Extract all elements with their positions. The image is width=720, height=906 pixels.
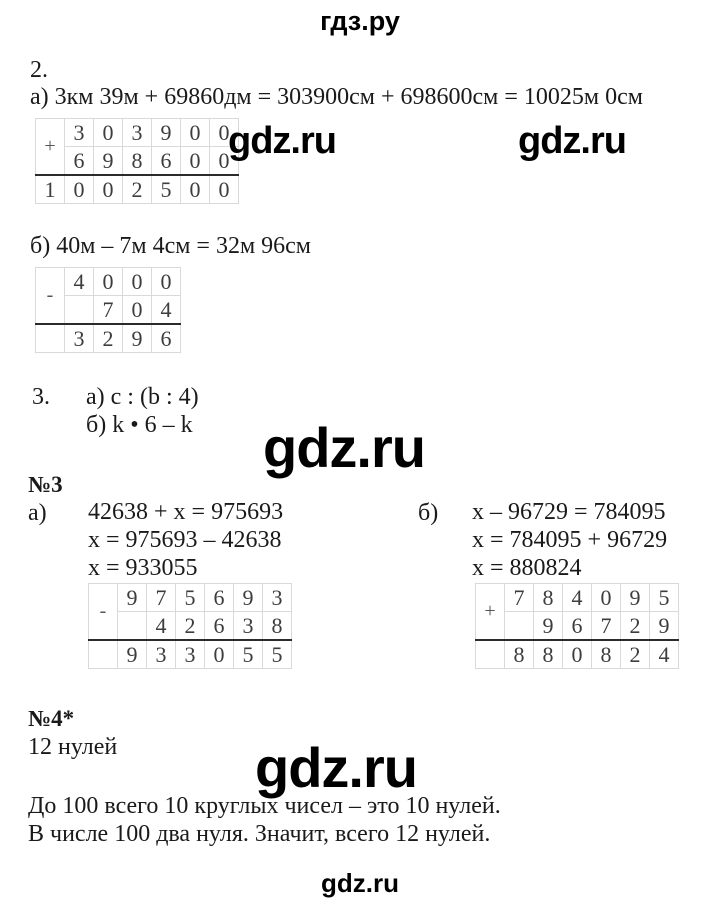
digit-cell: 1 [36, 175, 65, 204]
column-addition-table-2a [35, 118, 239, 204]
column-subtraction-table-2b [35, 267, 181, 353]
digit-cell: 0 [181, 175, 210, 204]
digit-cell: 5 [176, 584, 205, 612]
digit-cell: 3 [234, 612, 263, 641]
digit-cell [476, 640, 505, 669]
digit-cell: 0 [210, 175, 239, 204]
watermark-gdz: gdz.ru [228, 120, 336, 162]
digit-cell: 7 [147, 584, 176, 612]
digit-cell: 0 [65, 175, 94, 204]
column-arithmetic-grid [35, 267, 181, 353]
footer-brand: gdz.ru [321, 868, 399, 898]
digit-cell: 3 [65, 119, 94, 147]
digit-cell: 0 [94, 119, 123, 147]
digit-cell: 0 [210, 119, 239, 147]
digit-cell: 3 [65, 324, 94, 353]
digit-cell: 9 [650, 612, 679, 641]
digit-cell: 8 [123, 147, 152, 176]
digit-cell: 2 [621, 640, 650, 669]
digit-cell: 6 [65, 147, 94, 176]
problem3-number: 3. [32, 384, 50, 410]
digit-cell: 0 [181, 119, 210, 147]
equation-line: x = 975693 – 42638 [88, 527, 282, 553]
digit-cell: 5 [263, 640, 292, 669]
digit-cell: 3 [263, 584, 292, 612]
task4-explanation-line1: До 100 всего 10 круглых чисел – это 10 нулей. [28, 793, 501, 819]
equation-line: x = 880824 [472, 555, 582, 581]
column-arithmetic-grid [35, 118, 239, 204]
digit-cell: 2 [621, 612, 650, 641]
digit-cell: 2 [176, 612, 205, 641]
digit-cell: 6 [152, 147, 181, 176]
operation-sign: + [476, 584, 505, 641]
digit-cell: 3 [123, 119, 152, 147]
digit-cell: 8 [592, 640, 621, 669]
digit-cell: 3 [176, 640, 205, 669]
task4-answer: 12 нулей [28, 734, 118, 760]
task3-part-b-label: б) [418, 500, 439, 526]
digit-cell: 6 [205, 612, 234, 641]
digit-cell: 0 [563, 640, 592, 669]
digit-cell: 0 [592, 584, 621, 612]
column-arithmetic-grid [88, 583, 292, 669]
digit-cell: 5 [650, 584, 679, 612]
digit-cell: 8 [263, 612, 292, 641]
digit-cell: 8 [534, 640, 563, 669]
column-subtraction-table-3a [88, 583, 292, 669]
digit-cell [36, 324, 65, 353]
digit-cell: 0 [205, 640, 234, 669]
digit-cell: 8 [505, 640, 534, 669]
equation-line: x = 933055 [88, 555, 198, 581]
watermark-gdz: gdz.ru [255, 736, 417, 799]
digit-cell: 2 [94, 324, 123, 353]
digit-cell: 9 [534, 612, 563, 641]
problem3-line-b: б) k • 6 – k [86, 412, 193, 438]
digit-cell: 9 [234, 584, 263, 612]
digit-cell: 0 [152, 268, 181, 296]
digit-cell: 9 [118, 584, 147, 612]
digit-cell: 4 [147, 612, 176, 641]
digit-cell: 9 [123, 324, 152, 353]
problem2-line-b: б) 40м – 7м 4см = 32м 96см [30, 233, 311, 259]
digit-cell: 8 [534, 584, 563, 612]
equation-line: x = 784095 + 96729 [472, 527, 668, 553]
digit-cell: 4 [152, 296, 181, 325]
digit-cell [505, 612, 534, 641]
digit-cell [89, 640, 118, 669]
digit-cell: 7 [592, 612, 621, 641]
operation-sign: - [89, 584, 118, 641]
operation-sign: - [36, 268, 65, 325]
digit-cell: 3 [147, 640, 176, 669]
watermark-gdz: gdz.ru [263, 416, 425, 479]
digit-cell: 6 [152, 324, 181, 353]
task3-heading: №3 [28, 472, 63, 497]
digit-cell: 0 [94, 175, 123, 204]
site-title: гдз.ру [320, 6, 400, 36]
column-addition-table-3b [475, 583, 679, 669]
problem2-number: 2. [30, 57, 48, 83]
digit-cell: 9 [94, 147, 123, 176]
digit-cell: 4 [650, 640, 679, 669]
digit-cell: 9 [621, 584, 650, 612]
digit-cell: 0 [181, 147, 210, 176]
digit-cell [118, 612, 147, 641]
digit-cell: 0 [94, 268, 123, 296]
watermark-gdz: gdz.ru [518, 120, 626, 162]
digit-cell: 5 [152, 175, 181, 204]
operation-sign: + [36, 119, 65, 176]
column-arithmetic-grid [475, 583, 679, 669]
digit-cell: 5 [234, 640, 263, 669]
digit-cell [65, 296, 94, 325]
task3-part-b-equations [472, 498, 667, 582]
digit-cell: 4 [563, 584, 592, 612]
digit-cell: 0 [123, 296, 152, 325]
digit-cell: 9 [152, 119, 181, 147]
task3-part-a-equations [88, 498, 283, 582]
digit-cell: 9 [118, 640, 147, 669]
task4-heading: №4* [28, 706, 75, 731]
problem3-line-a: а) c : (b : 4) [86, 384, 199, 410]
digit-cell: 0 [210, 147, 239, 176]
digit-cell: 2 [123, 175, 152, 204]
problem2-line-a: а) 3км 39м + 69860дм = 303900см + 698600см = 10025м 0см [30, 84, 643, 110]
digit-cell: 4 [65, 268, 94, 296]
digit-cell: 6 [205, 584, 234, 612]
digit-cell: 7 [94, 296, 123, 325]
equation-line: x – 96729 = 784095 [472, 499, 666, 525]
task3-part-a-label: а) [28, 500, 47, 526]
digit-cell: 7 [505, 584, 534, 612]
equation-line: 42638 + x = 975693 [88, 499, 284, 525]
task4-explanation-line2: В числе 100 два нуля. Значит, всего 12 нулей. [28, 821, 491, 847]
digit-cell: 6 [563, 612, 592, 641]
digit-cell: 0 [123, 268, 152, 296]
